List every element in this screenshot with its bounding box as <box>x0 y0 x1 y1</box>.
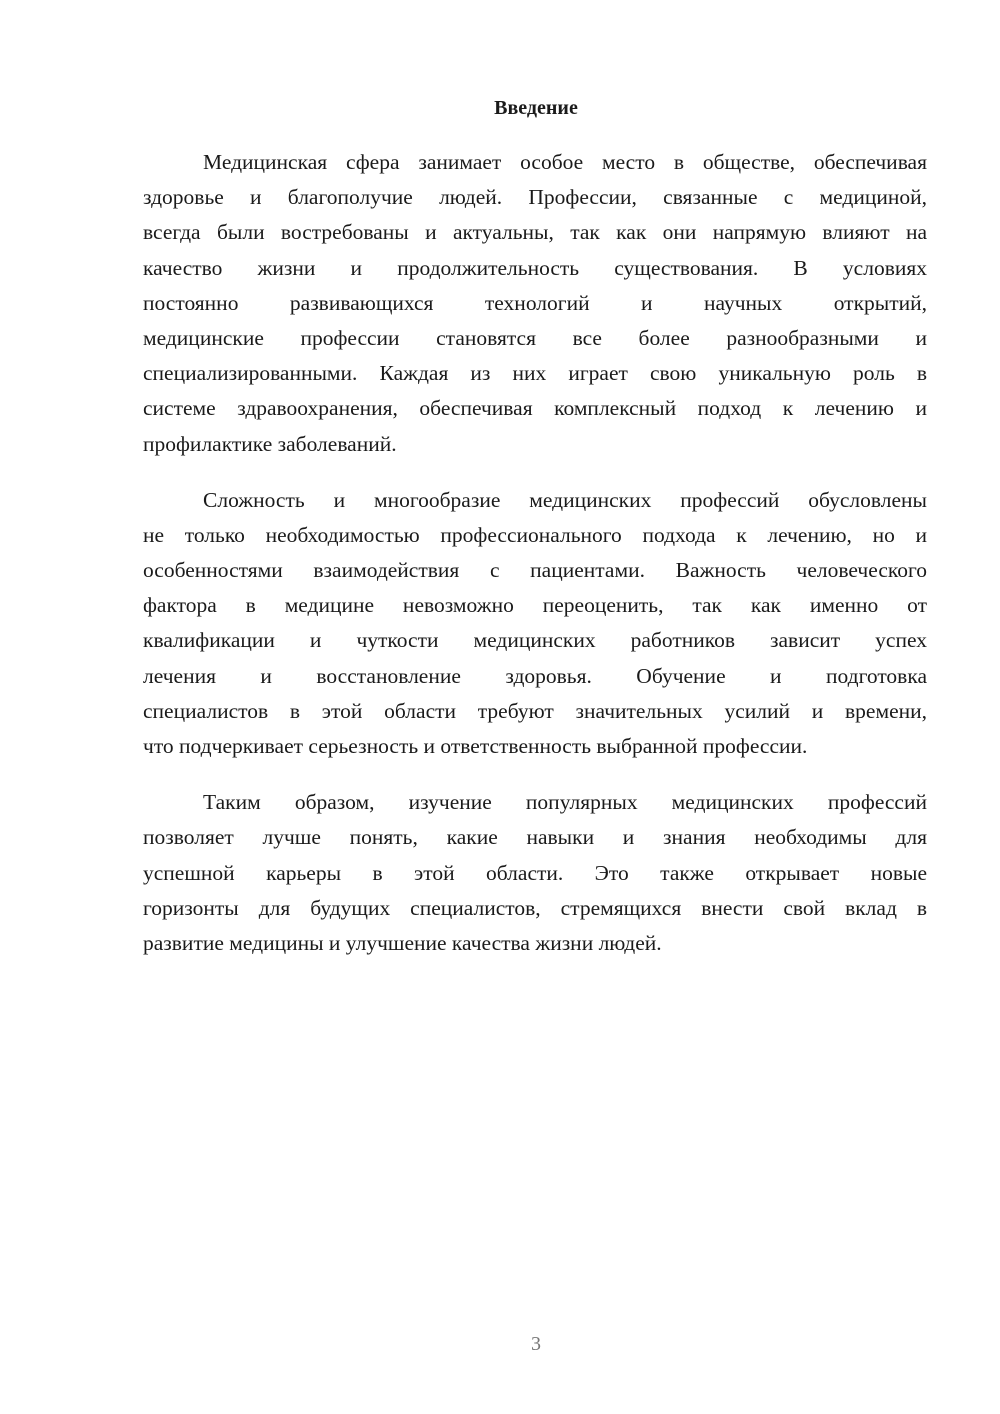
text-line: профилактике заболеваний. <box>143 431 397 456</box>
text-line: всегда были востребованы и актуальны, так как они напрямую влияют на <box>143 220 927 245</box>
section-title: Введение <box>494 97 578 119</box>
text-line: Сложность и многообразие медицинских профессий обусловлены <box>203 487 927 512</box>
document-body <box>143 145 927 982</box>
text-line: лечения и восстановление здоровья. Обучение и подготовка <box>143 663 927 688</box>
text-line: специалистов в этой области требуют значительных усилий и времени, <box>143 698 927 723</box>
text-line: системе здравоохранения, обеспечивая комплексный подход к лечению и <box>143 396 927 421</box>
text-line: специализированными. Каждая из них играет свою уникальную роль в <box>143 361 927 386</box>
text-line: позволяет лучше понять, какие навыки и знания необходимы для <box>143 825 927 850</box>
text-line: постоянно развивающихся технологий и научных открытий, <box>143 290 927 315</box>
text-line: фактора в медицине невозможно переоценить, так как именно от <box>143 593 927 618</box>
text-line: Медицинская сфера занимает особое место в обществе, обеспечивая <box>203 150 927 174</box>
text-line: здоровье и благополучие людей. Профессии, связанные с медициной, <box>143 185 927 210</box>
text-line: Таким образом, изучение популярных медицинских профессий <box>203 790 927 815</box>
text-line: горизонты для будущих специалистов, стремящихся внести свой вклад в <box>143 895 927 920</box>
text-line: квалификации и чуткости медицинских работников зависит успех <box>143 628 927 653</box>
text-line: медицинские профессии становятся все более разнообразными и <box>143 325 927 350</box>
text-line: не только необходимостью профессионального подхода к лечению, но и <box>143 522 927 547</box>
paragraph <box>143 483 927 765</box>
text-line: что подчеркивает серьезность и ответственность выбранной профессии. <box>143 734 808 758</box>
paragraph <box>143 785 927 961</box>
text-line: успешной карьеры в этой области. Это также открывает новые <box>143 860 927 885</box>
text-line: качество жизни и продолжительность существования. В условиях <box>143 255 927 280</box>
paragraph <box>143 145 927 462</box>
text-line: особенностями взаимодействия с пациентами. Важность человеческого <box>143 558 927 583</box>
page-number: 3 <box>531 1333 541 1355</box>
text-line: развитие медицины и улучшение качества жизни людей. <box>143 930 662 955</box>
